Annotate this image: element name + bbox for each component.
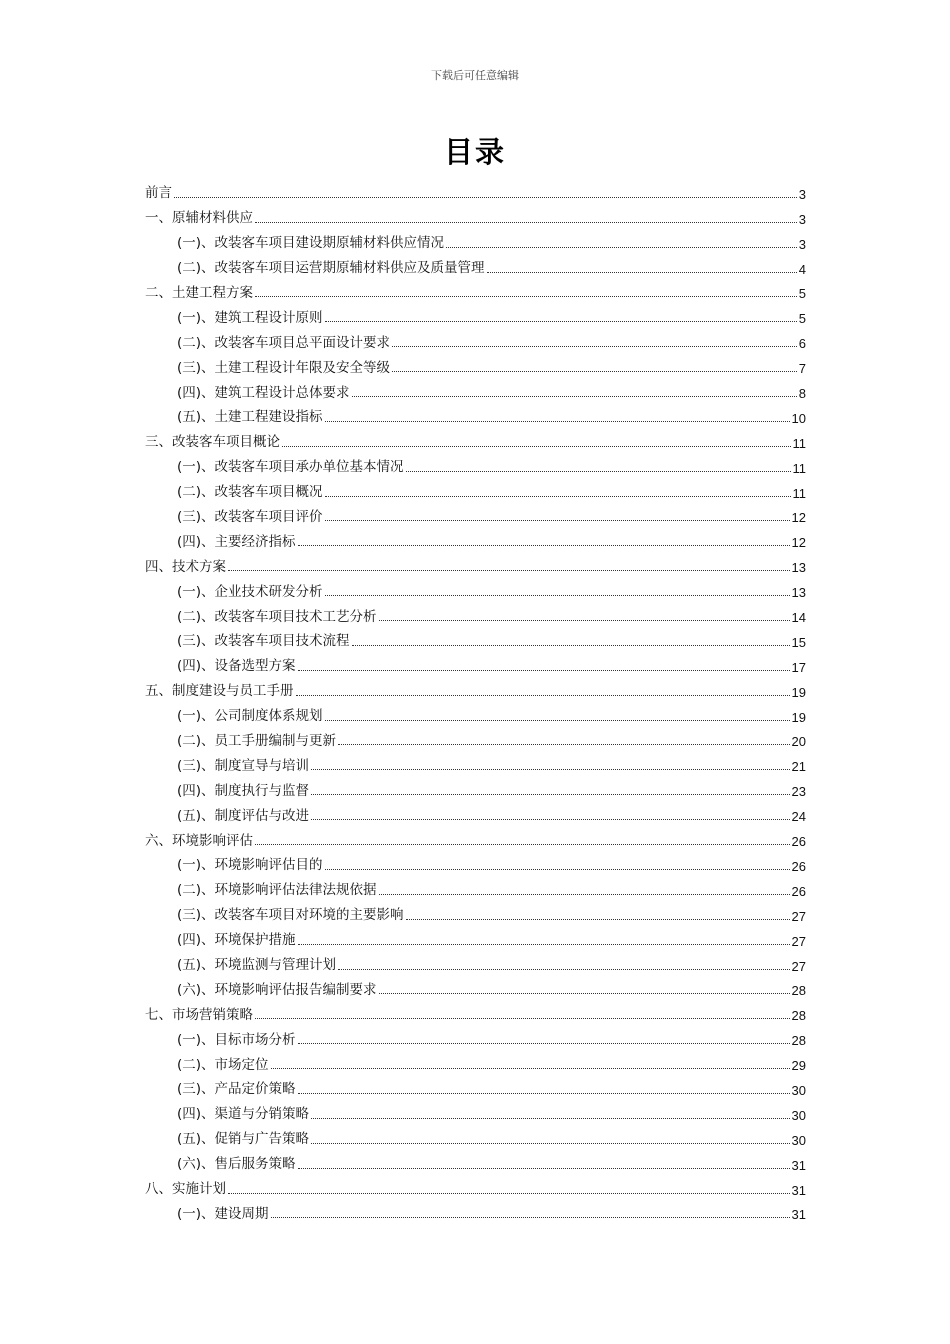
toc-entry-label: (一)、改装客车项目建设期原辅材料供应情况 xyxy=(177,235,445,252)
toc-entry-label: 二、土建工程方案 xyxy=(145,284,253,301)
toc-entry-page-number: 28 xyxy=(791,1033,806,1049)
toc-entry-page-number: 30 xyxy=(791,1082,806,1098)
toc-entry-page-number: 11 xyxy=(792,435,806,451)
toc-entry[interactable] xyxy=(145,973,806,998)
toc-entry-label: (一)、建筑工程设计原则 xyxy=(177,309,323,326)
toc-entry-page-number: 31 xyxy=(791,1157,806,1173)
toc-leader-dots xyxy=(311,819,789,820)
toc-leader-dots xyxy=(446,247,797,248)
toc-entry-label: (三)、改装客车项目对环境的主要影响 xyxy=(177,907,404,924)
toc-entry-page-number: 4 xyxy=(798,261,806,277)
toc-leader-dots xyxy=(255,222,797,223)
toc-leader-dots xyxy=(379,894,790,895)
toc-leader-dots xyxy=(298,944,790,945)
toc-leader-dots xyxy=(311,1118,789,1119)
toc-entry-label: 七、市场营销策略 xyxy=(145,1006,253,1023)
toc-entry-page-number: 30 xyxy=(791,1107,806,1123)
toc-leader-dots xyxy=(338,969,789,970)
toc-leader-dots xyxy=(271,1217,790,1218)
toc-entry-page-number: 12 xyxy=(791,535,806,551)
toc-leader-dots xyxy=(298,670,790,671)
toc-entry-page-number: 31 xyxy=(791,1207,806,1223)
toc-leader-dots xyxy=(311,1143,789,1144)
toc-leader-dots xyxy=(228,570,790,571)
toc-entry[interactable] xyxy=(145,649,806,674)
toc-entry-label: (五)、促销与广告策略 xyxy=(177,1131,310,1148)
toc-leader-dots xyxy=(392,346,797,347)
toc-entry[interactable] xyxy=(145,201,806,226)
toc-entry-label: (三)、改装客车项目技术流程 xyxy=(177,633,350,650)
toc-leader-dots xyxy=(255,844,790,845)
toc-leader-dots xyxy=(271,1068,790,1069)
toc-entry[interactable] xyxy=(145,823,806,848)
toc-entry-page-number: 11 xyxy=(792,485,806,501)
toc-entry-page-number: 28 xyxy=(791,1008,806,1024)
toc-leader-dots xyxy=(325,720,790,721)
toc-entry-label: 四、技术方案 xyxy=(145,558,226,575)
toc-entry-page-number: 10 xyxy=(791,410,806,426)
toc-entry[interactable] xyxy=(145,1097,806,1122)
toc-entry[interactable] xyxy=(145,923,806,948)
toc-entry-label: 前言 xyxy=(145,185,172,202)
toc-leader-dots xyxy=(298,545,790,546)
toc-leader-dots xyxy=(325,869,790,870)
toc-leader-dots xyxy=(296,695,790,696)
toc-leader-dots xyxy=(325,520,790,521)
toc-entry-label: (四)、建筑工程设计总体要求 xyxy=(177,384,350,401)
toc-entry[interactable] xyxy=(145,574,806,599)
toc-entry[interactable] xyxy=(145,848,806,873)
toc-entry-page-number: 3 xyxy=(798,186,806,202)
toc-entry-label: (五)、制度评估与改进 xyxy=(177,807,310,824)
toc-entry-page-number: 26 xyxy=(791,834,806,850)
toc-entry[interactable] xyxy=(145,1072,806,1097)
toc-entry[interactable] xyxy=(145,1022,806,1047)
toc-leader-dots xyxy=(325,496,791,497)
toc-entry-page-number: 14 xyxy=(791,610,806,626)
toc-entry-label: (二)、改装客车项目概况 xyxy=(177,484,323,501)
toc-entry-label: (五)、环境监测与管理计划 xyxy=(177,957,337,973)
toc-leader-dots xyxy=(392,371,797,372)
toc-entry-label: (四)、设备选型方案 xyxy=(177,658,296,675)
toc-entry[interactable] xyxy=(145,699,806,724)
toc-entry[interactable] xyxy=(145,748,806,773)
toc-entry-label: (三)、产品定价策略 xyxy=(177,1081,296,1098)
toc-leader-dots xyxy=(379,620,790,621)
toc-entry-label: (二)、市场定位 xyxy=(177,1056,269,1073)
toc-entry[interactable] xyxy=(145,549,806,574)
toc-entry-page-number: 31 xyxy=(791,1182,806,1198)
toc-entry-page-number: 21 xyxy=(791,759,806,775)
toc-leader-dots xyxy=(174,197,797,198)
toc-entry-page-number: 30 xyxy=(791,1132,806,1148)
toc-entry[interactable] xyxy=(145,276,806,301)
toc-entry-page-number: 23 xyxy=(791,784,806,800)
toc-entry-label: (四)、主要经济指标 xyxy=(177,533,296,550)
toc-entry[interactable] xyxy=(145,350,806,375)
table-of-contents xyxy=(145,176,806,1221)
toc-entry[interactable] xyxy=(145,1122,806,1147)
toc-entry-page-number: 5 xyxy=(798,311,806,327)
toc-entry-page-number: 27 xyxy=(791,933,806,949)
toc-entry-label: (四)、制度执行与监督 xyxy=(177,782,310,799)
toc-entry[interactable] xyxy=(145,997,806,1022)
toc-entry-label: (三)、土建工程设计年限及安全等级 xyxy=(177,359,391,376)
toc-entry[interactable] xyxy=(145,375,806,400)
toc-entry-label: (一)、公司制度体系规划 xyxy=(177,708,323,725)
toc-entry[interactable] xyxy=(145,773,806,798)
toc-leader-dots xyxy=(255,1018,790,1019)
toc-entry-page-number: 28 xyxy=(791,983,806,999)
toc-leader-dots xyxy=(406,919,790,920)
toc-entry-page-number: 13 xyxy=(791,560,806,576)
toc-entry[interactable] xyxy=(145,1147,806,1172)
toc-entry-label: (二)、员工手册编制与更新 xyxy=(177,732,337,749)
toc-entry-page-number: 26 xyxy=(791,858,806,874)
page-header: 下载后可任意编辑 xyxy=(431,69,519,82)
toc-leader-dots xyxy=(255,296,797,297)
toc-entry[interactable] xyxy=(145,450,806,475)
toc-entry-page-number: 15 xyxy=(791,634,806,650)
toc-leader-dots xyxy=(311,794,789,795)
toc-entry[interactable] xyxy=(145,325,806,350)
toc-leader-dots xyxy=(487,272,797,273)
toc-entry-page-number: 12 xyxy=(791,510,806,526)
toc-leader-dots xyxy=(352,645,790,646)
toc-entry-page-number: 7 xyxy=(798,361,806,377)
toc-entry-page-number: 6 xyxy=(798,336,806,352)
toc-entry[interactable] xyxy=(145,226,806,251)
toc-entry-label: (二)、环境影响评估法律法规依据 xyxy=(177,882,377,899)
toc-entry-label: 三、改装客车项目概论 xyxy=(145,434,280,451)
toc-leader-dots xyxy=(298,1043,790,1044)
toc-entry-page-number: 3 xyxy=(798,211,806,227)
toc-entry-label: 一、原辅材料供应 xyxy=(145,210,253,227)
toc-entry-label: (四)、环境保护措施 xyxy=(177,932,296,949)
toc-entry-label: 八、实施计划 xyxy=(145,1181,226,1198)
page-title: 目录 xyxy=(443,135,506,169)
toc-entry[interactable] xyxy=(145,176,806,201)
toc-entry-label: (二)、改装客车项目技术工艺分析 xyxy=(177,608,377,625)
toc-entry-page-number: 20 xyxy=(791,734,806,750)
toc-entry-page-number: 17 xyxy=(791,659,806,675)
toc-leader-dots xyxy=(406,471,791,472)
toc-entry-label: (一)、建设周期 xyxy=(177,1205,269,1222)
toc-entry[interactable] xyxy=(145,1197,806,1222)
toc-entry[interactable] xyxy=(145,475,806,500)
toc-leader-dots xyxy=(352,396,797,397)
toc-entry[interactable] xyxy=(145,500,806,525)
toc-entry-page-number: 27 xyxy=(791,908,806,924)
toc-leader-dots xyxy=(325,595,790,596)
toc-entry-label: 六、环境影响评估 xyxy=(145,832,253,849)
toc-leader-dots xyxy=(282,446,791,447)
toc-entry[interactable] xyxy=(145,873,806,898)
toc-entry-label: (一)、企业技术研发分析 xyxy=(177,583,323,600)
toc-entry[interactable] xyxy=(145,400,806,425)
toc-entry[interactable] xyxy=(145,599,806,624)
toc-entry[interactable] xyxy=(145,524,806,549)
toc-leader-dots xyxy=(298,1093,790,1094)
toc-entry-label: (一)、目标市场分析 xyxy=(177,1031,296,1048)
toc-entry-label: (五)、土建工程建设指标 xyxy=(177,409,323,426)
toc-entry-label: 五、制度建设与员工手册 xyxy=(145,683,294,700)
toc-entry-page-number: 8 xyxy=(798,386,806,402)
toc-entry-page-number: 24 xyxy=(791,809,806,825)
toc-entry[interactable] xyxy=(145,425,806,450)
toc-leader-dots xyxy=(379,993,790,994)
toc-entry-page-number: 19 xyxy=(791,709,806,725)
toc-entry-page-number: 13 xyxy=(791,585,806,601)
toc-entry-label: (一)、环境影响评估目的 xyxy=(177,857,323,874)
toc-entry-page-number: 26 xyxy=(791,883,806,899)
toc-entry[interactable] xyxy=(145,798,806,823)
toc-entry[interactable] xyxy=(145,948,806,973)
toc-entry-page-number: 3 xyxy=(798,236,806,252)
toc-entry-page-number: 29 xyxy=(791,1058,806,1074)
toc-leader-dots xyxy=(311,769,789,770)
toc-leader-dots xyxy=(325,421,790,422)
toc-entry-page-number: 27 xyxy=(791,958,806,974)
toc-entry[interactable] xyxy=(145,724,806,749)
toc-entry-label: (二)、改装客车项目运营期原辅材料供应及质量管理 xyxy=(177,260,485,277)
toc-entry-label: (二)、改装客车项目总平面设计要求 xyxy=(177,334,391,351)
toc-entry[interactable] xyxy=(145,1172,806,1197)
toc-entry-label: (六)、环境影响评估报告编制要求 xyxy=(177,981,377,998)
toc-entry[interactable] xyxy=(145,251,806,276)
toc-entry[interactable] xyxy=(145,624,806,649)
toc-leader-dots xyxy=(325,321,797,322)
toc-entry-label: (四)、渠道与分销策略 xyxy=(177,1106,310,1123)
toc-entry[interactable] xyxy=(145,898,806,923)
toc-entry-page-number: 5 xyxy=(798,286,806,302)
toc-entry[interactable] xyxy=(145,300,806,325)
toc-entry[interactable] xyxy=(145,1047,806,1072)
toc-entry-page-number: 11 xyxy=(792,460,806,476)
toc-entry-label: (三)、改装客车项目评价 xyxy=(177,508,323,525)
toc-entry-label: (三)、制度宣导与培训 xyxy=(177,757,310,774)
toc-leader-dots xyxy=(298,1168,790,1169)
toc-entry-label: (六)、售后服务策略 xyxy=(177,1156,296,1173)
toc-entry[interactable] xyxy=(145,674,806,699)
toc-entry-label: (一)、改装客车项目承办单位基本情况 xyxy=(177,459,404,476)
toc-entry-page-number: 19 xyxy=(791,684,806,700)
toc-leader-dots xyxy=(228,1193,790,1194)
toc-leader-dots xyxy=(338,744,789,745)
